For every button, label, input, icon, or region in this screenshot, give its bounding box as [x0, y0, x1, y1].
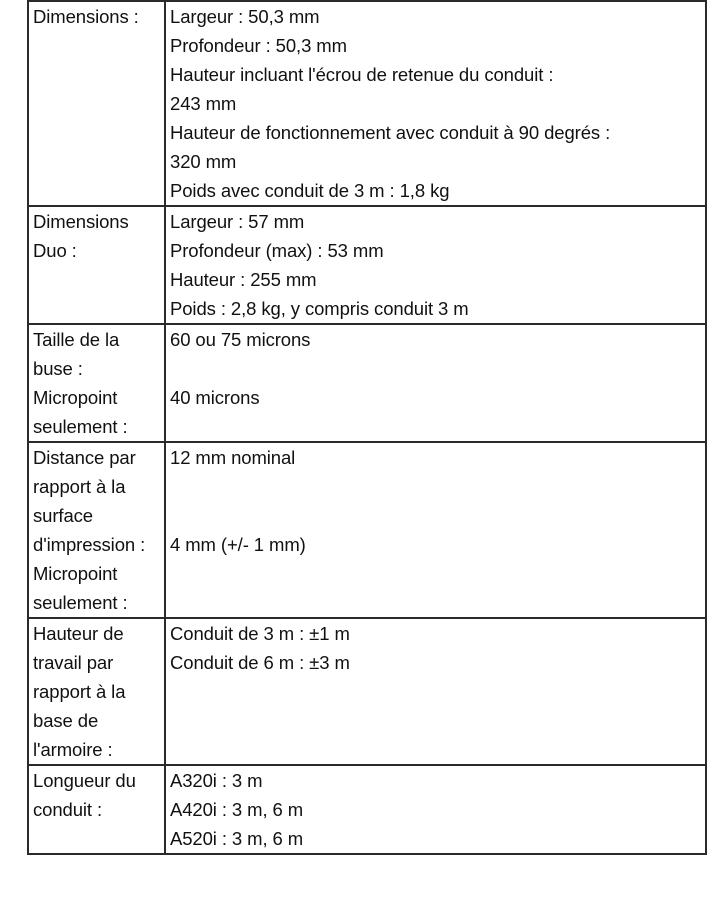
table-row-nozzle-size [29, 323, 705, 441]
row-label: seulement : [33, 592, 128, 613]
value-cell [166, 766, 705, 853]
table-row-dimensions-duo [29, 205, 705, 323]
row-value: Conduit de 6 m : ±3 m [170, 652, 350, 673]
row-value [170, 472, 705, 501]
table-row-print-distance [29, 441, 705, 617]
row-label: Duo : [33, 240, 77, 261]
label-cell [29, 2, 166, 205]
row-value: Hauteur : 255 mm [170, 269, 317, 290]
label-cell [29, 207, 166, 323]
row-label: Dimensions [33, 211, 129, 232]
row-label: rapport à la [33, 681, 126, 702]
row-value: Poids avec conduit de 3 m : 1,8 kg [170, 180, 450, 201]
row-value: 320 mm [170, 151, 237, 172]
table-row-conduit-length [29, 764, 705, 853]
value-cell [166, 443, 705, 617]
label-cell [29, 766, 166, 853]
label-cell [29, 619, 166, 764]
value-cell [166, 325, 705, 441]
row-value [170, 735, 705, 764]
row-label: Dimensions : [33, 6, 139, 27]
row-value [170, 354, 705, 383]
label-cell [29, 325, 166, 441]
row-label: Micropoint [33, 387, 118, 408]
row-value: Profondeur (max) : 53 mm [170, 240, 384, 261]
row-label: buse : [33, 358, 83, 379]
row-value: A420i : 3 m, 6 m [170, 799, 304, 820]
table-row-working-height [29, 617, 705, 764]
row-value: Hauteur incluant l'écrou de retenue du conduit : [170, 64, 554, 85]
row-value: Conduit de 3 m : ±1 m [170, 623, 350, 644]
row-value: Profondeur : 50,3 mm [170, 35, 347, 56]
spec-table [27, 0, 707, 855]
value-cell [166, 619, 705, 764]
row-label: Distance par [33, 447, 136, 468]
row-value [170, 412, 705, 441]
value-cell [166, 2, 705, 205]
row-label: Micropoint [33, 563, 118, 584]
row-value: A520i : 3 m, 6 m [170, 828, 304, 849]
row-label: Taille de la [33, 329, 120, 350]
row-value [170, 501, 705, 530]
label-cell [29, 443, 166, 617]
row-value: 40 microns [170, 387, 260, 408]
row-label: Longueur du [33, 770, 136, 791]
row-value: Hauteur de fonctionnement avec conduit à 90 degrés : [170, 122, 611, 143]
row-label: surface [33, 505, 93, 526]
row-value: Largeur : 57 mm [170, 211, 305, 232]
row-label: rapport à la [33, 476, 126, 497]
row-label: conduit : [33, 799, 103, 820]
row-label: l'armoire : [33, 739, 113, 760]
row-value: Poids : 2,8 kg, y compris conduit 3 m [170, 298, 469, 319]
row-value [170, 559, 705, 588]
row-value: 60 ou 75 microns [170, 329, 311, 350]
row-value [170, 706, 705, 735]
row-value: 243 mm [170, 93, 237, 114]
row-value: Largeur : 50,3 mm [170, 6, 320, 27]
row-label: base de [33, 710, 99, 731]
table-row-dimensions [29, 0, 705, 205]
row-value: 4 mm (+/- 1 mm) [170, 534, 306, 555]
row-value: 12 mm nominal [170, 447, 296, 468]
row-label: seulement : [33, 416, 128, 437]
row-value [170, 677, 705, 706]
row-label: travail par [33, 652, 114, 673]
row-label: d'impression : [33, 534, 146, 555]
row-label: Hauteur de [33, 623, 124, 644]
row-value: A320i : 3 m [170, 770, 263, 791]
value-cell [166, 207, 705, 323]
row-value [170, 588, 705, 617]
